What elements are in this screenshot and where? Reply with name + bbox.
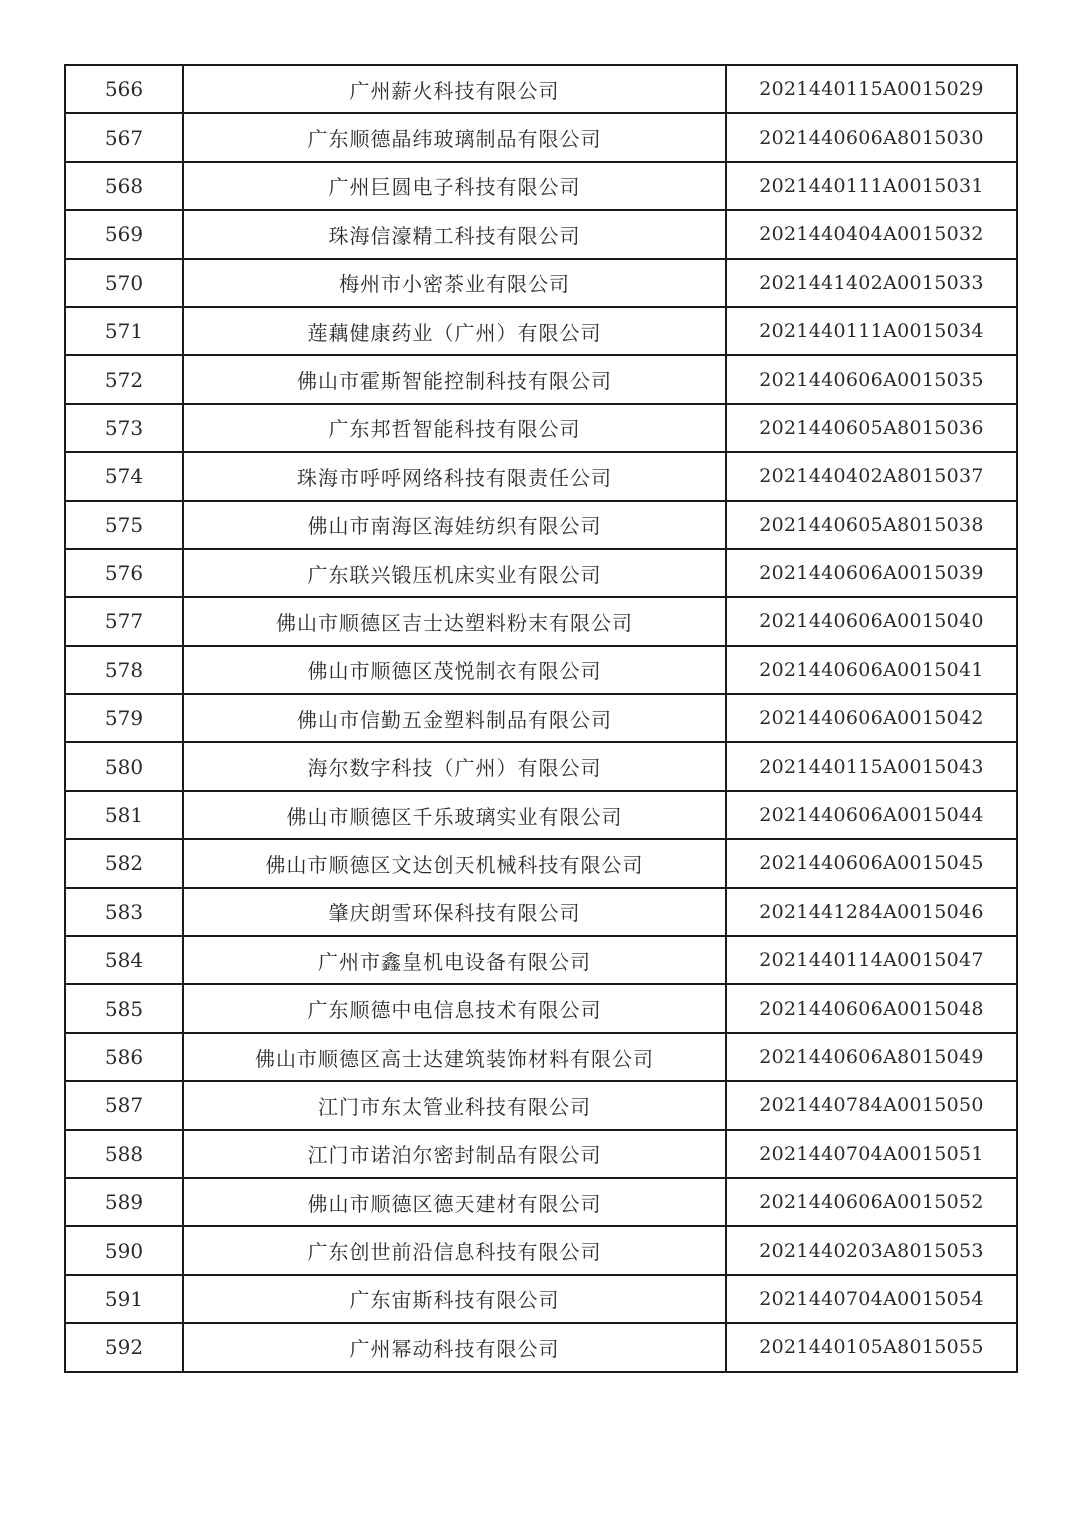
row-number: 586: [65, 1033, 183, 1081]
row-number: 569: [65, 210, 183, 258]
registration-code: 2021440606A8015049: [726, 1033, 1017, 1081]
row-number: 568: [65, 162, 183, 210]
table-row: [65, 1275, 1017, 1323]
table-row: [65, 742, 1017, 790]
row-number: 574: [65, 452, 183, 500]
row-number: 584: [65, 936, 183, 984]
company-name: 江门市诺泊尔密封制品有限公司: [183, 1130, 726, 1178]
company-name: 佛山市信勤五金塑料制品有限公司: [183, 694, 726, 742]
row-number: 578: [65, 646, 183, 694]
document-page: [64, 64, 1016, 1373]
registration-code: 2021440115A0015043: [726, 742, 1017, 790]
company-name: 江门市东太管业科技有限公司: [183, 1081, 726, 1129]
company-name: 肇庆朗雪环保科技有限公司: [183, 888, 726, 936]
registration-code: 2021440605A8015038: [726, 501, 1017, 549]
company-list-table: [64, 64, 1018, 1373]
registration-code: 2021440115A0015029: [726, 65, 1017, 113]
company-name: 广东顺德中电信息技术有限公司: [183, 984, 726, 1032]
registration-code: 2021440704A0015051: [726, 1130, 1017, 1178]
registration-code: 2021440606A0015039: [726, 549, 1017, 597]
company-name: 佛山市顺德区德天建材有限公司: [183, 1178, 726, 1226]
registration-code: 2021440111A0015031: [726, 162, 1017, 210]
table-row: [65, 888, 1017, 936]
company-name: 梅州市小密茶业有限公司: [183, 259, 726, 307]
table-row: [65, 259, 1017, 307]
row-number: 579: [65, 694, 183, 742]
registration-code: 2021440105A8015055: [726, 1323, 1017, 1371]
table-row: [65, 694, 1017, 742]
company-name: 广州薪火科技有限公司: [183, 65, 726, 113]
table-row: [65, 791, 1017, 839]
table-row: [65, 984, 1017, 1032]
table-row: [65, 549, 1017, 597]
registration-code: 2021440784A0015050: [726, 1081, 1017, 1129]
table-row: [65, 1226, 1017, 1274]
company-name: 海尔数字科技（广州）有限公司: [183, 742, 726, 790]
row-number: 587: [65, 1081, 183, 1129]
row-number: 585: [65, 984, 183, 1032]
registration-code: 2021441284A0015046: [726, 888, 1017, 936]
table-row: [65, 1130, 1017, 1178]
row-number: 576: [65, 549, 183, 597]
table-row: [65, 162, 1017, 210]
table-row: [65, 452, 1017, 500]
row-number: 575: [65, 501, 183, 549]
company-name: 佛山市霍斯智能控制科技有限公司: [183, 355, 726, 403]
row-number: 591: [65, 1275, 183, 1323]
registration-code: 2021440605A8015036: [726, 404, 1017, 452]
row-number: 567: [65, 113, 183, 161]
company-name: 佛山市顺德区高士达建筑装饰材料有限公司: [183, 1033, 726, 1081]
row-number: 588: [65, 1130, 183, 1178]
registration-code: 2021440606A0015042: [726, 694, 1017, 742]
company-name: 佛山市顺德区文达创天机械科技有限公司: [183, 839, 726, 887]
registration-code: 2021440606A0015040: [726, 597, 1017, 645]
registration-code: 2021440606A0015048: [726, 984, 1017, 1032]
table-row: [65, 1081, 1017, 1129]
registration-code: 2021440606A8015030: [726, 113, 1017, 161]
table-row: [65, 936, 1017, 984]
table-row: [65, 1178, 1017, 1226]
registration-code: 2021440606A0015035: [726, 355, 1017, 403]
row-number: 572: [65, 355, 183, 403]
registration-code: 2021440402A8015037: [726, 452, 1017, 500]
row-number: 592: [65, 1323, 183, 1371]
table-row: [65, 646, 1017, 694]
registration-code: 2021440111A0015034: [726, 307, 1017, 355]
company-name: 广东宙斯科技有限公司: [183, 1275, 726, 1323]
table-row: [65, 210, 1017, 258]
table-row: [65, 1033, 1017, 1081]
registration-code: 2021440404A0015032: [726, 210, 1017, 258]
row-number: 581: [65, 791, 183, 839]
table-body: [65, 65, 1017, 1372]
registration-code: 2021440704A0015054: [726, 1275, 1017, 1323]
row-number: 580: [65, 742, 183, 790]
company-name: 广东顺德晶纬玻璃制品有限公司: [183, 113, 726, 161]
company-name: 佛山市顺德区茂悦制衣有限公司: [183, 646, 726, 694]
table-row: [65, 404, 1017, 452]
table-row: [65, 113, 1017, 161]
row-number: 571: [65, 307, 183, 355]
company-name: 佛山市南海区海娃纺织有限公司: [183, 501, 726, 549]
company-name: 广东邦哲智能科技有限公司: [183, 404, 726, 452]
registration-code: 2021440606A0015044: [726, 791, 1017, 839]
table-row: [65, 597, 1017, 645]
registration-code: 2021440203A8015053: [726, 1226, 1017, 1274]
company-name: 佛山市顺德区吉士达塑料粉末有限公司: [183, 597, 726, 645]
row-number: 589: [65, 1178, 183, 1226]
company-name: 佛山市顺德区千乐玻璃实业有限公司: [183, 791, 726, 839]
table-row: [65, 307, 1017, 355]
table-row: [65, 65, 1017, 113]
table-row: [65, 501, 1017, 549]
table-row: [65, 355, 1017, 403]
row-number: 577: [65, 597, 183, 645]
row-number: 566: [65, 65, 183, 113]
registration-code: 2021440606A0015041: [726, 646, 1017, 694]
company-name: 广东创世前沿信息科技有限公司: [183, 1226, 726, 1274]
row-number: 590: [65, 1226, 183, 1274]
company-name: 珠海信濠精工科技有限公司: [183, 210, 726, 258]
company-name: 广东联兴锻压机床实业有限公司: [183, 549, 726, 597]
row-number: 583: [65, 888, 183, 936]
table-row: [65, 1323, 1017, 1371]
company-name: 珠海市呼呼网络科技有限责任公司: [183, 452, 726, 500]
registration-code: 2021440114A0015047: [726, 936, 1017, 984]
row-number: 570: [65, 259, 183, 307]
company-name: 广州市鑫皇机电设备有限公司: [183, 936, 726, 984]
registration-code: 2021440606A0015052: [726, 1178, 1017, 1226]
registration-code: 2021441402A0015033: [726, 259, 1017, 307]
company-name: 莲藕健康药业（广州）有限公司: [183, 307, 726, 355]
row-number: 582: [65, 839, 183, 887]
company-name: 广州幂动科技有限公司: [183, 1323, 726, 1371]
registration-code: 2021440606A0015045: [726, 839, 1017, 887]
row-number: 573: [65, 404, 183, 452]
table-row: [65, 839, 1017, 887]
company-name: 广州巨圆电子科技有限公司: [183, 162, 726, 210]
